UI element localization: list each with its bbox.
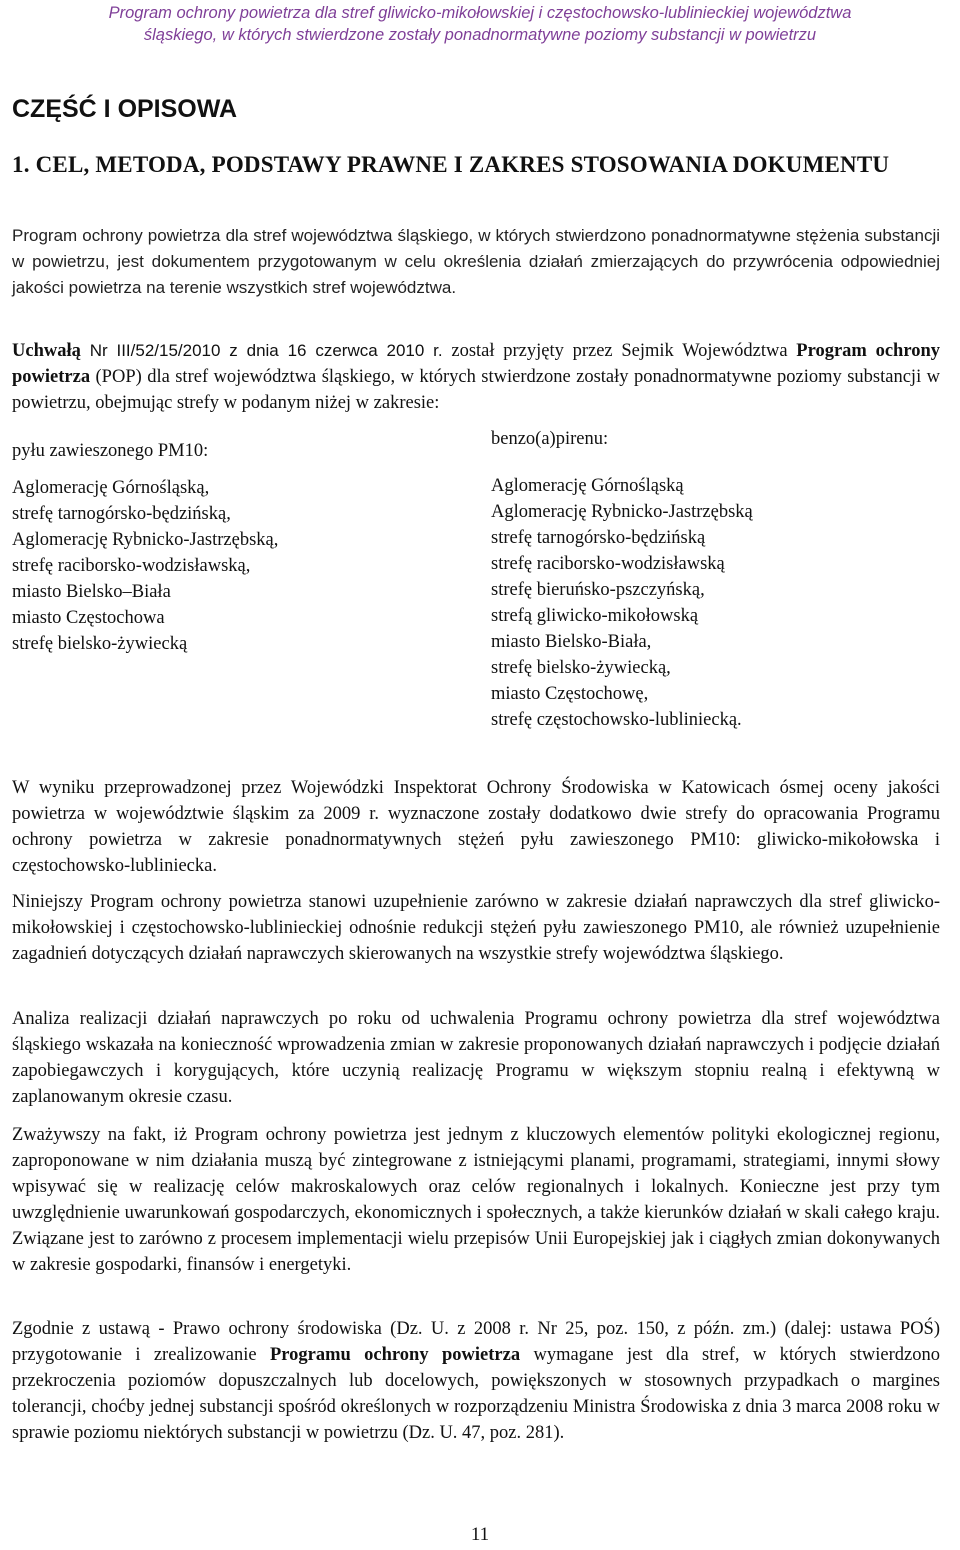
law-program-name: Programu ochrony powietrza: [269, 1345, 521, 1365]
benzo-zones-column: [491, 426, 941, 733]
resolution-label: Uchwałą: [12, 341, 81, 361]
intro-paragraph: Program ochrony powietrza dla stref województwa śląskiego, w których stwierdzono ponadnormatywne stężenia substancji w powietrzu, jest dokumentem przygotowanym w celu określenia działań zmierzających do przywrócenia odpowiedniej jakości powietrza na terenie wszystkich stref województwa.: [12, 226, 940, 297]
list-item: miasto Bielsko-Biała,: [491, 632, 652, 652]
list-item: miasto Bielsko–Biała: [12, 582, 171, 602]
pm10-zone-list: [12, 475, 452, 657]
list-item: miasto Częstochowa: [12, 608, 165, 628]
list-item: Aglomerację Górnośląską,: [12, 478, 210, 498]
part-title: CZĘŚĆ I OPISOWA: [12, 95, 238, 123]
resolution-text-1: został przyjęty przez Sejmik Województwa: [442, 341, 797, 361]
list-item: strefę tarnogórsko-będzińską: [491, 528, 706, 548]
list-item: strefę bielsko-żywiecką,: [491, 658, 671, 678]
header-line-1: Program ochrony powietrza dla stref gliwicko-mikołowskiej i częstochowsko-lublinieckiej województwa: [108, 4, 852, 22]
list-item: strefę tarnogórsko-będzińską,: [12, 504, 231, 524]
paragraph-analysis: Analiza realizacji działań naprawczych po roku od uchwalenia Programu ochrony powietrza dla stref województwa śląskiego wskazała na konieczność wprowadzenia zmian w zakresie proponowanych działań naprawczych i podjęcie działań zapobiegawczych i korygujących, które uczynią realizację Programu w większym stopniu realną i efektywną w zaplanowanym okresie czasu.: [12, 1009, 940, 1107]
law-text-1: Zgodnie z ustawą - Prawo ochrony środowiska (Dz. U. z 2008 r. Nr 25, poz. 150, z późn. zm.) (dalej: ustawa POŚ) przygotowanie i zrealizowanie: [12, 1319, 940, 1365]
resolution-text-2: (POP) dla stref województwa śląskiego, w których stwierdzone zostały ponadnormatywne poziomy substancji w powietrzu, obejmując strefy w podanym niżej w zakresie:: [12, 367, 940, 413]
resolution-paragraph: [12, 338, 940, 416]
list-item: strefę raciborsko-wodzisławską,: [12, 556, 251, 576]
benzo-zone-list: [491, 473, 941, 733]
pm10-heading: pyłu zawieszonego PM10:: [12, 441, 209, 461]
list-item: Aglomerację Rybnicko-Jastrzębską,: [12, 530, 279, 550]
benzo-heading: benzo(a)pirenu:: [491, 429, 609, 449]
running-header: [0, 2, 960, 46]
paragraph-supplement: Niniejszy Program ochrony powietrza stanowi uzupełnienie zarówno w zakresie działań naprawczych dla stref gliwicko-mikołowskiej i częstochowsko-lublinieckiej odnośnie redukcji stężeń pyłu zawieszonego PM10, ale również uzupełnienie zagadnień dotyczących działań naprawczych skierowanych na wszystkie strefy województwa śląskiego.: [12, 892, 940, 964]
list-item: strefę bieruńsko-pszczyńską,: [491, 580, 705, 600]
paragraph-policy: Zważywszy na fakt, iż Program ochrony powietrza jest jednym z kluczowych elementów polityki ekologicznej regionu, zaproponowane w nim działania muszą być zintegrowane z istniejącymi planami, programami, strategiami, innymi słowy wpisywać się w realizację celów makroskalowych oraz celów regionalnych i lokalnych. Konieczne jest przy tym uwzględnienie uwarunkowań gospodarczych, ekonomicznych i społecznych, a także kierunków działań w skali całego kraju. Związane jest to zarówno z procesem implementacji wielu przepisów Unii Europejskiej jak i ciągłych zmian dokonywanych w zakresie gospodarki, finansów i energetyki.: [12, 1125, 940, 1275]
page-number: 11: [470, 1524, 490, 1545]
law-text-2: wymagane jest dla stref, w których stwierdzono przekroczenia poziomów dopuszczalnych lub docelowych, powiększonych w stosownych przypadkach o margines tolerancji, choćby jednej substancji spośród określonych w rozporządzeniu Ministra Środowiska z dnia 3 marca 2008 roku w sprawie poziomu niektórych substancji w powietrzu (Dz. U. 47, poz. 281).: [12, 1345, 941, 1443]
list-item: strefę bielsko-żywiecką: [12, 634, 188, 654]
list-item: miasto Częstochowę,: [491, 684, 649, 704]
paragraph-assessment: W wyniku przeprowadzonej przez Wojewódzki Inspektorat Ochrony Środowiska w Katowicach ósmej oceny jakości powietrza w województwie śląskim za 2009 r. wyznaczone zostały dodatkowo dwie strefy do opracowania Programu ochrony powietrza w zakresie ponadnormatywnych stężeń pyłu zawieszonego PM10: gliwicko-mikołowska i częstochowsko-lubliniecka.: [12, 778, 940, 876]
pm10-zones-column: [12, 438, 452, 657]
section-title: 1. CEL, METODA, PODSTAWY PRAWNE I ZAKRES STOSOWANIA DOKUMENTU: [12, 152, 890, 177]
header-line-2: śląskiego, w których stwierdzone zostały ponadnormatywne poziomy substancji w powietrzu: [143, 26, 817, 44]
list-item: strefę raciborsko-wodzisławską: [491, 554, 725, 574]
resolution-number-date: Nr III/52/15/2010 z dnia 16 czerwca 2010 r.: [80, 341, 443, 360]
paragraph-legal-basis: [12, 1316, 940, 1446]
list-item: Aglomerację Górnośląską: [491, 476, 684, 496]
list-item: Aglomerację Rybnicko-Jastrzębską: [491, 502, 753, 522]
resolution-program-name: Program ochrony powietrza: [12, 341, 940, 387]
list-item: strefę częstochowsko-lubliniecką.: [491, 710, 742, 730]
list-item: strefą gliwicko-mikołowską: [491, 606, 699, 626]
